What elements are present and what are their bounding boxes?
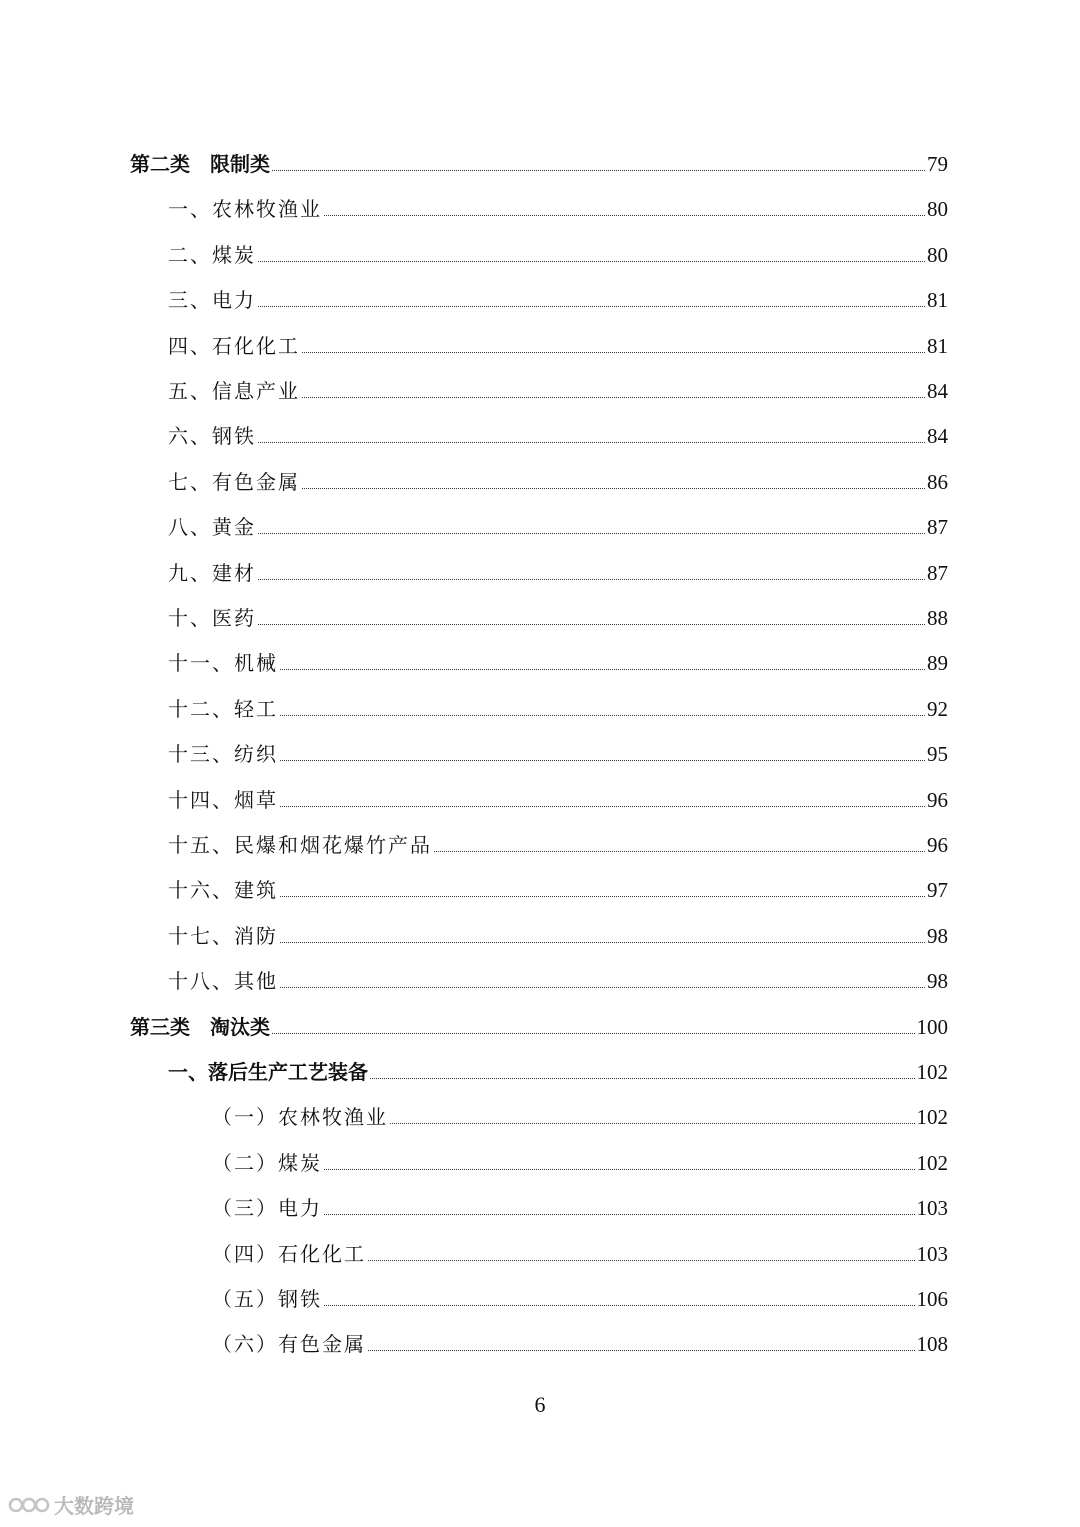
toc-entry-page: 84 xyxy=(927,379,948,403)
toc-entry xyxy=(168,499,948,539)
toc-entry-label: 十七、消防 xyxy=(168,923,278,948)
toc-entry-page: 88 xyxy=(927,606,948,630)
toc-leader-dots xyxy=(324,1305,915,1306)
toc-leader-dots xyxy=(324,215,925,216)
toc-leader-dots xyxy=(280,669,925,670)
toc-entry-label: 四、石化化工 xyxy=(168,333,300,358)
toc-leader-dots xyxy=(390,1123,915,1124)
toc-entry-label: 十八、其他 xyxy=(168,969,278,994)
toc-entry xyxy=(168,318,948,358)
toc-entry-page: 81 xyxy=(927,333,948,358)
toc-entry xyxy=(168,408,948,448)
toc-entry-label: 第二类 限制类 xyxy=(130,152,270,176)
toc-entry-page: 79 xyxy=(927,152,948,176)
toc-entry-page: 98 xyxy=(927,923,948,948)
toc-entry-page: 96 xyxy=(927,833,948,857)
toc-leader-dots xyxy=(370,1078,915,1079)
toc-entry-page: 87 xyxy=(927,560,948,585)
toc-entry xyxy=(130,136,948,176)
toc-entry-page: 92 xyxy=(927,696,948,721)
toc-entry xyxy=(168,454,948,494)
toc-leader-dots xyxy=(280,715,925,716)
toc-leader-dots xyxy=(368,1350,915,1351)
toc-entry-page: 108 xyxy=(916,1332,948,1357)
toc-entry xyxy=(212,1089,948,1129)
toc-entry xyxy=(168,817,948,857)
toc-leader-dots xyxy=(302,488,925,489)
toc-entry-label: 十、医药 xyxy=(168,606,256,630)
toc-entry-label: （四）石化化工 xyxy=(212,1241,366,1266)
toc-entry-label: 三、电力 xyxy=(168,288,256,313)
toc-entry xyxy=(168,772,948,812)
toc-leader-dots xyxy=(434,851,925,852)
toc-leader-dots xyxy=(272,1033,915,1034)
toc-entry-label: （六）有色金属 xyxy=(212,1332,366,1357)
toc-entry xyxy=(168,590,948,630)
toc-leader-dots xyxy=(324,1214,915,1215)
toc-entry xyxy=(168,726,948,766)
toc-entry-page: 96 xyxy=(927,787,948,812)
toc-entry xyxy=(212,1271,948,1311)
toc-entry-page: 95 xyxy=(927,742,948,767)
toc-entry-page: 81 xyxy=(927,288,948,313)
toc-leader-dots xyxy=(280,987,925,988)
toc-leader-dots xyxy=(258,624,925,625)
toc-leader-dots xyxy=(302,397,925,398)
toc-entry-label: 十六、建筑 xyxy=(168,878,278,903)
toc-entry xyxy=(168,363,948,403)
toc-entry-label: 六、钢铁 xyxy=(168,424,256,449)
toc-entry-page: 80 xyxy=(927,197,948,222)
toc-entry-label: 十五、民爆和烟花爆竹产品 xyxy=(168,833,432,857)
toc-entry-page: 106 xyxy=(916,1287,948,1311)
toc-entry-page: 102 xyxy=(916,1060,948,1084)
toc-entry xyxy=(130,999,948,1039)
toc-leader-dots xyxy=(258,442,925,443)
toc-leader-dots xyxy=(368,1260,915,1261)
toc-entry-label: （二）煤炭 xyxy=(212,1150,322,1175)
toc-entry-page: 102 xyxy=(916,1105,948,1130)
toc-entry-label: 十四、烟草 xyxy=(168,787,278,812)
toc-entry-label: 五、信息产业 xyxy=(168,379,300,403)
toc-leader-dots xyxy=(280,896,925,897)
toc-leader-dots xyxy=(324,1169,915,1170)
toc-entry-page: 84 xyxy=(927,424,948,449)
toc-leader-dots xyxy=(280,760,925,761)
toc-entry-label: 十二、轻工 xyxy=(168,696,278,721)
toc-leader-dots xyxy=(280,942,925,943)
toc-entry xyxy=(168,545,948,585)
toc-leader-dots xyxy=(302,352,925,353)
toc-entry xyxy=(168,272,948,312)
toc-entry-label: 十三、纺织 xyxy=(168,742,278,767)
toc-entry-page: 87 xyxy=(927,515,948,540)
toc-entry-page: 86 xyxy=(927,469,948,494)
toc-leader-dots xyxy=(280,806,925,807)
toc-entry-label: 七、有色金属 xyxy=(168,469,300,494)
toc-leader-dots xyxy=(272,170,925,171)
toc-entry xyxy=(168,1044,948,1084)
toc-entry-label: 十一、机械 xyxy=(168,651,278,676)
toc-entry xyxy=(212,1180,948,1220)
toc-entry-label: 第三类 淘汰类 xyxy=(130,1014,270,1039)
toc-leader-dots xyxy=(258,579,925,580)
toc-entry-label: 一、落后生产工艺装备 xyxy=(168,1060,368,1084)
toc-entry xyxy=(212,1135,948,1175)
watermark xyxy=(8,1490,134,1519)
toc-entry-page: 98 xyxy=(927,969,948,994)
toc-entry-page: 102 xyxy=(916,1150,948,1175)
page-number: 6 xyxy=(534,1392,546,1417)
toc-entry-page: 103 xyxy=(916,1196,948,1221)
toc-entry xyxy=(212,1226,948,1266)
toc-entry-page: 100 xyxy=(916,1014,948,1039)
toc-entry-label: （一）农林牧渔业 xyxy=(212,1105,388,1130)
toc-entry-label: 二、煤炭 xyxy=(168,242,256,267)
toc-entry-label: （三）电力 xyxy=(212,1196,322,1221)
toc-entry xyxy=(168,227,948,267)
toc-entry-label: 一、农林牧渔业 xyxy=(168,197,322,222)
toc-entry-page: 89 xyxy=(927,651,948,676)
watermark-text: 大数跨境 xyxy=(54,1494,134,1518)
toc-entry xyxy=(168,953,948,993)
toc-leader-dots xyxy=(258,261,925,262)
toc-entry-page: 80 xyxy=(927,242,948,267)
toc-leader-dots xyxy=(258,533,925,534)
toc-leader-dots xyxy=(258,306,925,307)
toc-entry-page: 97 xyxy=(927,878,948,903)
toc-entry xyxy=(168,181,948,221)
toc-entry-page: 103 xyxy=(916,1241,948,1266)
toc-entry xyxy=(168,635,948,675)
toc-entry xyxy=(168,862,948,902)
toc-entry xyxy=(168,908,948,948)
toc-entry xyxy=(212,1316,948,1356)
toc-entry xyxy=(168,681,948,721)
toc-entry-label: 八、黄金 xyxy=(168,515,256,540)
toc-entry-label: 九、建材 xyxy=(168,560,256,585)
watermark-logo-icon xyxy=(8,1493,50,1517)
toc-entry-label: （五）钢铁 xyxy=(212,1287,322,1311)
